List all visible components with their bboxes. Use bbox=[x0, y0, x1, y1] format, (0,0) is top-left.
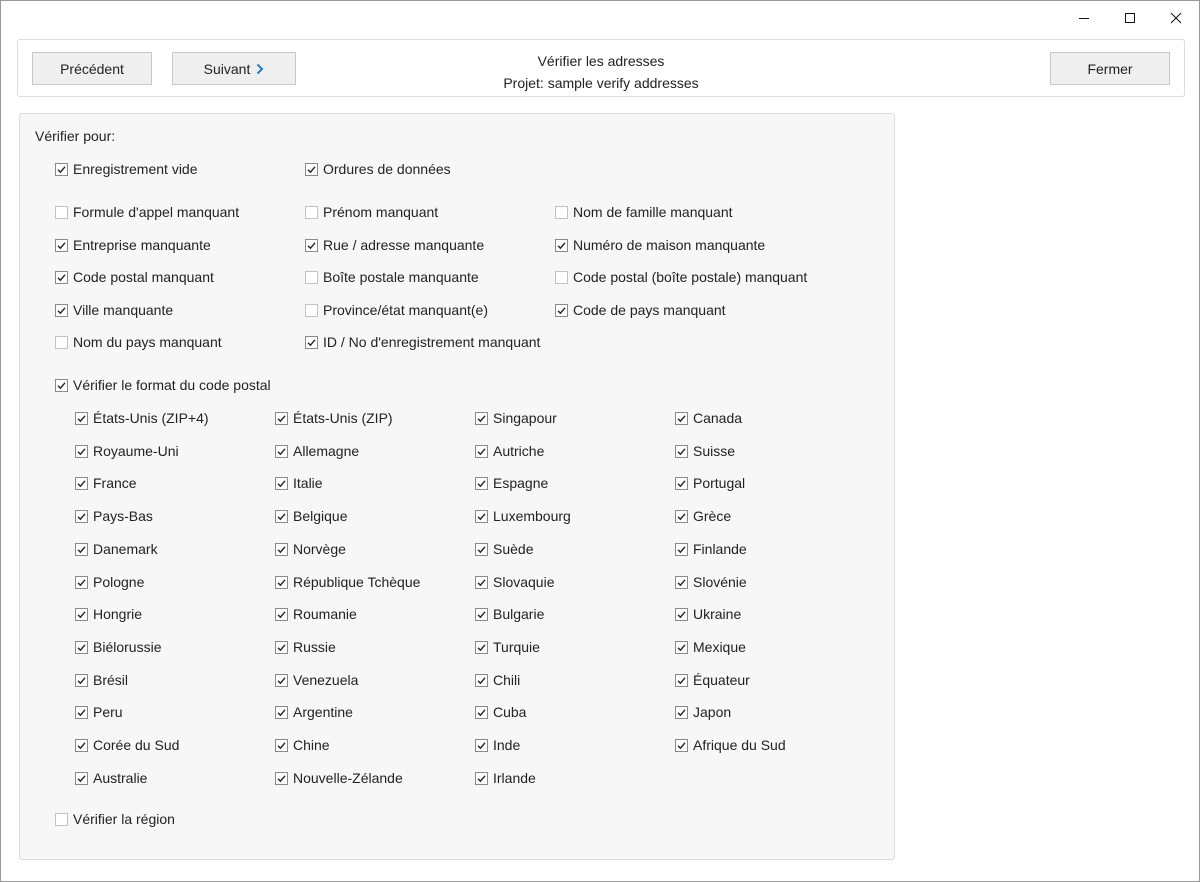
checkbox-checked-icon[interactable] bbox=[75, 576, 88, 589]
checkbox-checked-icon[interactable] bbox=[55, 304, 68, 317]
checkbox-label: Espagne bbox=[493, 475, 549, 491]
checkbox-checked-icon[interactable] bbox=[275, 608, 288, 621]
checkbox-label: Irlande bbox=[493, 770, 536, 786]
checkbox-country-royaume-uni[interactable] bbox=[75, 441, 179, 461]
checkbox-country-belgique[interactable] bbox=[275, 506, 348, 526]
checkbox-country-pologne[interactable] bbox=[75, 572, 144, 592]
checkbox-country-italie[interactable] bbox=[275, 473, 323, 493]
checkbox-unchecked-icon[interactable] bbox=[55, 206, 68, 219]
close-button-label: Fermer bbox=[1087, 60, 1133, 77]
checkbox-rue-adresse-manquante[interactable] bbox=[305, 235, 484, 255]
checkbox-label: Code postal (boîte postale) manquant bbox=[573, 269, 808, 285]
checkbox-label: Royaume-Uni bbox=[93, 443, 179, 459]
checkbox-country-etats-unis-zip-4[interactable] bbox=[75, 408, 209, 428]
checkbox-country-japon[interactable] bbox=[675, 702, 731, 722]
checkbox-country-equateur[interactable] bbox=[675, 670, 750, 690]
checkbox-country-grece[interactable] bbox=[675, 506, 731, 526]
checkbox-label: Entreprise manquante bbox=[73, 237, 211, 253]
checkbox-checked-icon[interactable] bbox=[475, 477, 488, 490]
checkbox-checked-icon[interactable] bbox=[275, 445, 288, 458]
checkbox-country-hongrie[interactable] bbox=[75, 604, 142, 624]
checkbox-label: Ville manquante bbox=[73, 302, 174, 318]
checkbox-label: Inde bbox=[493, 737, 521, 753]
checkbox-country-espagne[interactable] bbox=[475, 473, 548, 493]
checkbox-country-pays-bas[interactable] bbox=[75, 506, 153, 526]
checkbox-country-canada[interactable] bbox=[675, 408, 742, 428]
checkbox-country-bulgarie[interactable] bbox=[475, 604, 544, 624]
checkbox-code-postal-boite-postale-manquant[interactable] bbox=[555, 267, 807, 287]
previous-button-label: Précédent bbox=[60, 60, 124, 77]
checkbox-country-irlande[interactable] bbox=[475, 768, 536, 788]
checkbox-checked-icon[interactable] bbox=[275, 641, 288, 654]
checkbox-checked-icon[interactable] bbox=[305, 239, 318, 252]
checkbox-checked-icon[interactable] bbox=[675, 674, 688, 687]
checkbox-checked-icon[interactable] bbox=[75, 641, 88, 654]
checkbox-label: Code de pays manquant bbox=[573, 302, 726, 318]
checkbox-label: Hongrie bbox=[93, 606, 143, 622]
checkbox-label: Équateur bbox=[693, 672, 750, 688]
checkbox-checked-icon[interactable] bbox=[675, 543, 688, 556]
checkbox-label: Peru bbox=[93, 704, 123, 720]
checkbox-checked-icon[interactable] bbox=[75, 706, 88, 719]
checkbox-enregistrement-vide[interactable] bbox=[55, 159, 198, 179]
verify-for-label: Vérifier pour: bbox=[35, 128, 116, 144]
checkbox-country-etats-unis-zip[interactable] bbox=[275, 408, 393, 428]
checkbox-code-postal-manquant[interactable] bbox=[55, 267, 214, 287]
checkbox-checked-icon[interactable] bbox=[305, 163, 318, 176]
checkbox-checked-icon[interactable] bbox=[675, 641, 688, 654]
checkbox-checked-icon[interactable] bbox=[305, 336, 318, 349]
project-line: Projet: sample verify addresses bbox=[503, 75, 699, 91]
checkbox-country-portugal[interactable] bbox=[675, 473, 745, 493]
maximize-icon bbox=[1124, 12, 1136, 24]
checkbox-checked-icon[interactable] bbox=[75, 510, 88, 523]
checkbox-checked-icon[interactable] bbox=[675, 608, 688, 621]
checkbox-checked-icon[interactable] bbox=[675, 739, 688, 752]
checkbox-checked-icon[interactable] bbox=[75, 477, 88, 490]
checkbox-label: Enregistrement vide bbox=[73, 161, 198, 177]
checkbox-country-suede[interactable] bbox=[475, 539, 533, 559]
checkbox-label: Cuba bbox=[493, 704, 527, 720]
checkbox-label: Slovénie bbox=[693, 574, 747, 590]
checkbox-label: Slovaquie bbox=[493, 574, 555, 590]
checkbox-label: Belgique bbox=[293, 508, 348, 524]
chevron-right-icon bbox=[256, 63, 264, 75]
checkbox-country-ukraine[interactable] bbox=[675, 604, 741, 624]
checkbox-label: Suède bbox=[493, 541, 534, 557]
checkbox-label: Nouvelle-Zélande bbox=[293, 770, 403, 786]
checkbox-country-chili[interactable] bbox=[475, 670, 520, 690]
checkbox-label: Pologne bbox=[93, 574, 145, 590]
checkbox-unchecked-icon[interactable] bbox=[555, 271, 568, 284]
close-icon bbox=[1170, 12, 1182, 24]
checkbox-country-chine[interactable] bbox=[275, 735, 330, 755]
checkbox-checked-icon[interactable] bbox=[675, 706, 688, 719]
checkbox-country-inde[interactable] bbox=[475, 735, 520, 755]
checkbox-label: Mexique bbox=[693, 639, 746, 655]
checkbox-ville-manquante[interactable] bbox=[55, 300, 173, 320]
checkbox-checked-icon[interactable] bbox=[475, 576, 488, 589]
checkbox-checked-icon[interactable] bbox=[475, 674, 488, 687]
checkbox-country-singapour[interactable] bbox=[475, 408, 557, 428]
checkbox-checked-icon[interactable] bbox=[275, 576, 288, 589]
checkbox-label: Prénom manquant bbox=[323, 204, 439, 220]
verify-options-panel bbox=[19, 113, 895, 860]
checkbox-country-republique-tcheque[interactable] bbox=[275, 572, 420, 592]
checkbox-label: Turquie bbox=[493, 639, 540, 655]
checkbox-country-roumanie[interactable] bbox=[275, 604, 357, 624]
checkbox-label: Allemagne bbox=[293, 443, 360, 459]
checkbox-unchecked-icon[interactable] bbox=[305, 304, 318, 317]
checkbox-checked-icon[interactable] bbox=[75, 772, 88, 785]
previous-button[interactable] bbox=[32, 52, 152, 85]
checkbox-label: Vérifier le format du code postal bbox=[73, 377, 271, 393]
checkbox-checked-icon[interactable] bbox=[275, 739, 288, 752]
checkbox-country-venezuela[interactable] bbox=[275, 670, 358, 690]
checkbox-label: Portugal bbox=[693, 475, 746, 491]
checkbox-country-bielorussie[interactable] bbox=[75, 637, 161, 657]
checkbox-label: Argentine bbox=[293, 704, 353, 720]
checkbox-country-slovaquie[interactable] bbox=[475, 572, 555, 592]
checkbox-code-de-pays-manquant[interactable] bbox=[555, 300, 726, 320]
checkbox-checked-icon[interactable] bbox=[275, 412, 288, 425]
checkbox-label: Code postal manquant bbox=[73, 269, 214, 285]
checkbox-checked-icon[interactable] bbox=[675, 510, 688, 523]
checkbox-country-peru[interactable] bbox=[75, 702, 123, 722]
checkbox-numero-de-maison-manquante[interactable] bbox=[555, 235, 765, 255]
title-line: Vérifier les adresses bbox=[537, 53, 665, 69]
checkbox-country-bresil[interactable] bbox=[75, 670, 128, 690]
checkbox-checked-icon[interactable] bbox=[275, 706, 288, 719]
checkbox-checked-icon[interactable] bbox=[675, 412, 688, 425]
checkbox-label: Luxembourg bbox=[493, 508, 571, 524]
checkbox-label: Ukraine bbox=[693, 606, 742, 622]
checkbox-label: Corée du Sud bbox=[93, 737, 180, 753]
checkbox-checked-icon[interactable] bbox=[75, 608, 88, 621]
checkbox-boite-postale-manquante[interactable] bbox=[305, 267, 479, 287]
checkbox-country-mexique[interactable] bbox=[675, 637, 746, 657]
next-button-label: Suivant bbox=[203, 60, 251, 77]
checkbox-checked-icon[interactable] bbox=[75, 412, 88, 425]
checkbox-country-australie[interactable] bbox=[75, 768, 147, 788]
checkbox-verify-region[interactable] bbox=[55, 809, 175, 829]
checkbox-checked-icon[interactable] bbox=[55, 379, 68, 392]
checkbox-label: Chine bbox=[293, 737, 330, 753]
checkbox-label: Chili bbox=[493, 672, 521, 688]
checkbox-country-cuba[interactable] bbox=[475, 702, 526, 722]
checkbox-checked-icon[interactable] bbox=[55, 239, 68, 252]
checkbox-unchecked-icon[interactable] bbox=[305, 271, 318, 284]
checkbox-checked-icon[interactable] bbox=[275, 674, 288, 687]
checkbox-checked-icon[interactable] bbox=[55, 163, 68, 176]
checkbox-unchecked-icon[interactable] bbox=[555, 206, 568, 219]
checkbox-label: Boîte postale manquante bbox=[323, 269, 479, 285]
toolbar bbox=[17, 39, 1185, 97]
close-button[interactable] bbox=[1050, 52, 1170, 85]
checkbox-label: États-Unis (ZIP+4) bbox=[93, 410, 209, 426]
checkbox-country-argentine[interactable] bbox=[275, 702, 353, 722]
checkbox-country-nouvelle-zelande[interactable] bbox=[275, 768, 403, 788]
checkbox-label: Numéro de maison manquante bbox=[573, 237, 766, 253]
checkbox-label: ID / No d'enregistrement manquant bbox=[323, 334, 541, 350]
checkbox-country-autriche[interactable] bbox=[475, 441, 544, 461]
checkbox-unchecked-icon[interactable] bbox=[305, 206, 318, 219]
checkbox-label: France bbox=[93, 475, 137, 491]
checkbox-ordures-de-donnees[interactable] bbox=[305, 159, 451, 179]
checkbox-unchecked-icon[interactable] bbox=[55, 336, 68, 349]
checkbox-label: Afrique du Sud bbox=[693, 737, 786, 753]
checkbox-label: Pays-Bas bbox=[93, 508, 153, 524]
checkbox-label: Italie bbox=[293, 475, 323, 491]
checkbox-country-turquie[interactable] bbox=[475, 637, 540, 657]
checkbox-checked-icon[interactable] bbox=[75, 674, 88, 687]
checkbox-country-coree-du-sud[interactable] bbox=[75, 735, 179, 755]
checkbox-label: Russie bbox=[293, 639, 336, 655]
checkbox-checked-icon[interactable] bbox=[555, 239, 568, 252]
checkbox-label: Japon bbox=[693, 704, 732, 720]
checkbox-checked-icon[interactable] bbox=[475, 608, 488, 621]
checkbox-label: Roumanie bbox=[293, 606, 357, 622]
checkbox-country-slovenie[interactable] bbox=[675, 572, 747, 592]
checkbox-country-suisse[interactable] bbox=[675, 441, 735, 461]
checkbox-province-etat-manquant-e[interactable] bbox=[305, 300, 488, 320]
checkbox-label: Rue / adresse manquante bbox=[323, 237, 485, 253]
checkbox-checked-icon[interactable] bbox=[475, 706, 488, 719]
maximize-button[interactable] bbox=[1107, 1, 1153, 35]
checkbox-checked-icon[interactable] bbox=[475, 412, 488, 425]
checkbox-label: Biélorussie bbox=[93, 639, 162, 655]
checkbox-label: Formule d'appel manquant bbox=[73, 204, 240, 220]
checkbox-label: Singapour bbox=[493, 410, 557, 426]
checkbox-label: Venezuela bbox=[293, 672, 359, 688]
checkbox-label: Brésil bbox=[93, 672, 129, 688]
checkbox-label: États-Unis (ZIP) bbox=[293, 410, 393, 426]
checkbox-nom-de-famille-manquant[interactable] bbox=[555, 202, 733, 222]
checkbox-label: Autriche bbox=[493, 443, 545, 459]
checkbox-checked-icon[interactable] bbox=[675, 477, 688, 490]
checkbox-checked-icon[interactable] bbox=[75, 739, 88, 752]
checkbox-label: Bulgarie bbox=[493, 606, 545, 622]
checkbox-checked-icon[interactable] bbox=[475, 772, 488, 785]
checkbox-checked-icon[interactable] bbox=[275, 543, 288, 556]
close-window-button[interactable] bbox=[1153, 1, 1199, 35]
checkbox-country-finlande[interactable] bbox=[675, 539, 747, 559]
checkbox-label: Grèce bbox=[693, 508, 732, 524]
checkbox-checked-icon[interactable] bbox=[675, 445, 688, 458]
checkbox-checked-icon[interactable] bbox=[475, 641, 488, 654]
next-button[interactable] bbox=[172, 52, 296, 85]
checkbox-country-norvege[interactable] bbox=[275, 539, 346, 559]
checkbox-label: Australie bbox=[93, 770, 148, 786]
checkbox-country-russie[interactable] bbox=[275, 637, 336, 657]
checkbox-prenom-manquant[interactable] bbox=[305, 202, 438, 222]
checkbox-checked-icon[interactable] bbox=[475, 510, 488, 523]
checkbox-checked-icon[interactable] bbox=[475, 739, 488, 752]
checkbox-checked-icon[interactable] bbox=[275, 510, 288, 523]
checkbox-checked-icon[interactable] bbox=[75, 543, 88, 556]
checkbox-country-luxembourg[interactable] bbox=[475, 506, 571, 526]
checkbox-country-danemark[interactable] bbox=[75, 539, 158, 559]
checkbox-label: Danemark bbox=[93, 541, 158, 557]
checkbox-label: Suisse bbox=[693, 443, 736, 459]
checkbox-checked-icon[interactable] bbox=[75, 445, 88, 458]
minimize-icon bbox=[1078, 12, 1090, 24]
minimize-button[interactable] bbox=[1061, 1, 1107, 35]
checkbox-verify-postal-format[interactable] bbox=[55, 375, 271, 395]
checkbox-label: Ordures de données bbox=[323, 161, 451, 177]
checkbox-checked-icon[interactable] bbox=[675, 576, 688, 589]
checkbox-nom-du-pays-manquant[interactable] bbox=[55, 332, 222, 352]
checkbox-checked-icon[interactable] bbox=[275, 772, 288, 785]
checkbox-label: Nom du pays manquant bbox=[73, 334, 222, 350]
checkbox-label: Nom de famille manquant bbox=[573, 204, 733, 220]
checkbox-checked-icon[interactable] bbox=[475, 543, 488, 556]
checkbox-checked-icon[interactable] bbox=[55, 271, 68, 284]
checkbox-checked-icon[interactable] bbox=[555, 304, 568, 317]
checkbox-checked-icon[interactable] bbox=[475, 445, 488, 458]
checkbox-country-france[interactable] bbox=[75, 473, 137, 493]
checkbox-checked-icon[interactable] bbox=[275, 477, 288, 490]
checkbox-label: Canada bbox=[693, 410, 743, 426]
checkbox-id-no-d-enregistrement-manquant[interactable] bbox=[305, 332, 540, 352]
checkbox-label: Vérifier la région bbox=[73, 811, 175, 827]
checkbox-country-allemagne[interactable] bbox=[275, 441, 359, 461]
checkbox-country-afrique-du-sud[interactable] bbox=[675, 735, 786, 755]
checkbox-formule-d-appel-manquant[interactable] bbox=[55, 202, 239, 222]
checkbox-label: Finlande bbox=[693, 541, 747, 557]
checkbox-label: République Tchèque bbox=[293, 574, 421, 590]
checkbox-unchecked-icon[interactable] bbox=[55, 813, 68, 826]
checkbox-entreprise-manquante[interactable] bbox=[55, 235, 211, 255]
checkbox-label: Province/état manquant(e) bbox=[323, 302, 488, 318]
checkbox-label: Norvège bbox=[293, 541, 346, 557]
